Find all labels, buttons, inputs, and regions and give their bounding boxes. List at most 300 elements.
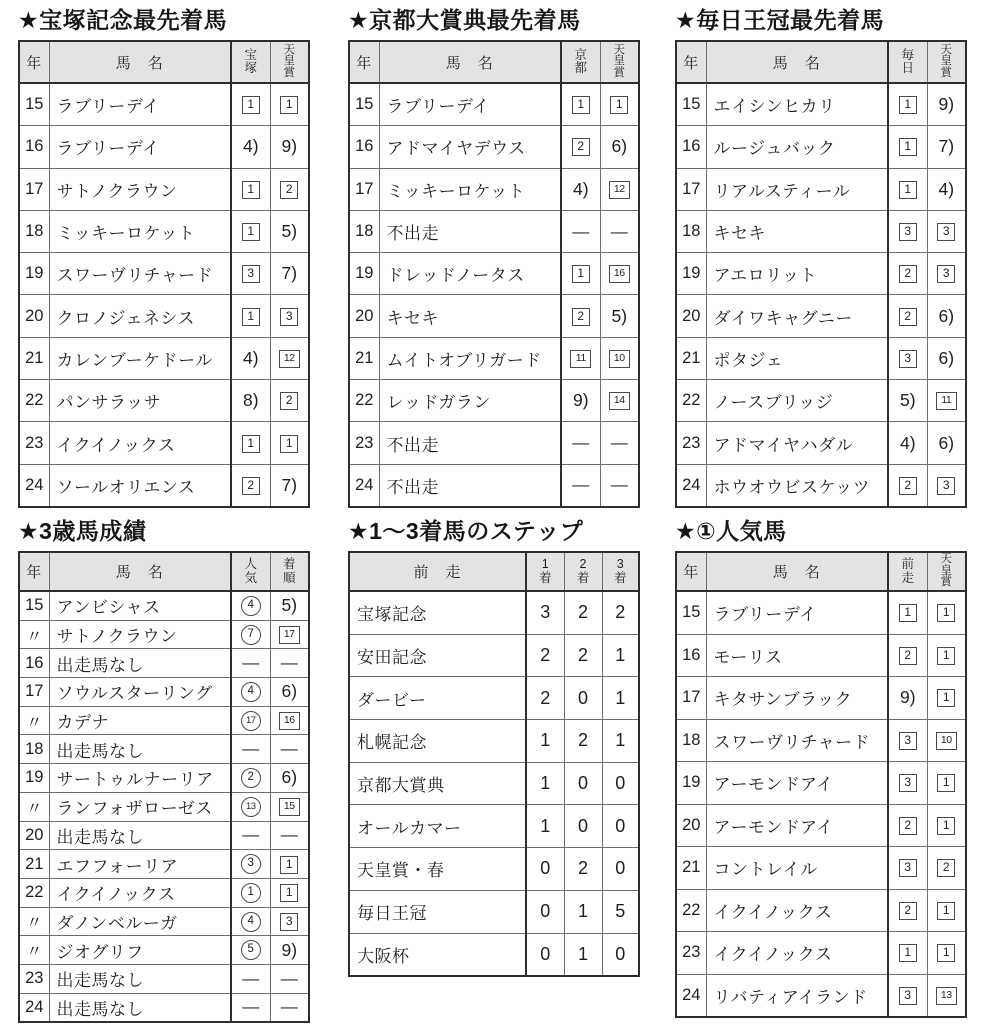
- name-cell: ソウルスターリング: [49, 678, 231, 707]
- table-row: [19, 380, 309, 422]
- value-cell: —: [270, 964, 309, 993]
- column-header: 馬 名: [49, 552, 231, 591]
- boxed-rank: 3: [280, 913, 298, 931]
- column-header: 馬 名: [379, 41, 561, 83]
- value-cell: [600, 380, 639, 422]
- year-cell: 23: [19, 422, 49, 464]
- value-cell: 4): [927, 168, 966, 210]
- value-cell: —: [270, 993, 309, 1022]
- table-row: [349, 380, 639, 422]
- header-row: [19, 41, 309, 83]
- year-cell: 〃: [19, 792, 49, 821]
- column-header: 馬 名: [706, 41, 888, 83]
- boxed-rank: 15: [279, 798, 300, 816]
- value-cell: 1: [602, 634, 639, 677]
- table-row: [19, 964, 309, 993]
- panel-mainichi-okan: [675, 7, 975, 508]
- table-row: [19, 821, 309, 850]
- column-header: [270, 41, 309, 83]
- value-cell: 0: [602, 805, 639, 848]
- boxed-rank: 1: [937, 817, 955, 835]
- header-row: [349, 552, 639, 591]
- column-header: [231, 41, 270, 83]
- boxed-rank: 11: [936, 392, 957, 410]
- year-cell: 21: [19, 337, 49, 379]
- boxed-rank: 1: [899, 138, 917, 156]
- table-step-races: [348, 551, 640, 977]
- year-cell: 18: [19, 735, 49, 764]
- value-cell: 5): [600, 295, 639, 337]
- name-cell: アンビシャス: [49, 591, 231, 620]
- table-row: [349, 762, 639, 805]
- boxed-rank: 1: [610, 96, 628, 114]
- panel-step-races: [348, 518, 648, 977]
- name-cell: リバティアイランド: [706, 974, 888, 1017]
- year-cell: 17: [676, 677, 706, 720]
- table-row: [19, 295, 309, 337]
- value-cell: —: [600, 464, 639, 507]
- year-cell: 〃: [19, 936, 49, 965]
- name-cell: 宝塚記念: [349, 591, 526, 634]
- value-cell: [561, 337, 600, 379]
- year-cell: 21: [19, 850, 49, 879]
- section-title-favorites: ★①人気馬: [675, 518, 787, 544]
- year-cell: 20: [19, 821, 49, 850]
- table-row: [676, 253, 966, 295]
- year-cell: 23: [676, 422, 706, 464]
- table-row: [349, 720, 639, 763]
- value-cell: 2: [526, 634, 564, 677]
- table-row: [676, 719, 966, 762]
- year-cell: 23: [676, 932, 706, 975]
- value-cell: 9): [888, 677, 927, 720]
- table-row: [19, 878, 309, 907]
- value-cell: [231, 850, 270, 879]
- value-cell: —: [231, 735, 270, 764]
- year-cell: 16: [676, 126, 706, 168]
- year-cell: 16: [19, 649, 49, 678]
- value-cell: [888, 847, 927, 890]
- table-row: [19, 792, 309, 821]
- year-cell: 18: [676, 719, 706, 762]
- boxed-rank: 1: [899, 96, 917, 114]
- value-cell: [231, 210, 270, 252]
- value-cell: [888, 83, 927, 126]
- boxed-rank: 10: [936, 732, 957, 750]
- value-cell: 1: [564, 890, 602, 933]
- table-mainichi-okan: [675, 40, 967, 508]
- boxed-rank: 3: [937, 477, 955, 495]
- name-cell: 京都大賞典: [349, 762, 526, 805]
- value-cell: [927, 634, 966, 677]
- table-row: [676, 804, 966, 847]
- value-cell: [888, 591, 927, 634]
- table-row: [676, 889, 966, 932]
- boxed-rank: 10: [609, 350, 630, 368]
- column-header: [564, 552, 602, 591]
- table-row: [19, 422, 309, 464]
- header-row: [676, 552, 966, 591]
- boxed-rank: 2: [899, 477, 917, 495]
- name-cell: サトノクラウン: [49, 620, 231, 649]
- boxed-rank: 3: [937, 265, 955, 283]
- table-row: [676, 634, 966, 677]
- value-cell: [231, 678, 270, 707]
- boxed-rank: 2: [899, 265, 917, 283]
- boxed-rank: 1: [242, 96, 260, 114]
- year-cell: 19: [349, 253, 379, 295]
- value-cell: 1: [602, 677, 639, 720]
- value-cell: [927, 847, 966, 890]
- value-cell: 1: [526, 762, 564, 805]
- circled-rank: 5: [241, 940, 261, 960]
- value-cell: 0: [526, 890, 564, 933]
- name-cell: ミッキーロケット: [379, 168, 561, 210]
- table-row: [19, 253, 309, 295]
- table-row: [676, 847, 966, 890]
- column-header: [270, 552, 309, 591]
- table-row: [19, 993, 309, 1022]
- value-cell: [927, 591, 966, 634]
- column-header: 馬 名: [49, 41, 231, 83]
- table-row: [19, 83, 309, 126]
- boxed-rank: 1: [937, 689, 955, 707]
- circled-rank: 4: [241, 596, 261, 616]
- table-row: [19, 168, 309, 210]
- name-cell: アドマイヤハダル: [706, 422, 888, 464]
- value-cell: —: [270, 735, 309, 764]
- value-cell: 7): [927, 126, 966, 168]
- table-row: [19, 126, 309, 168]
- boxed-rank: 1: [899, 944, 917, 962]
- header-row: [676, 41, 966, 83]
- year-cell: 〃: [19, 706, 49, 735]
- name-cell: ムイトオブリガード: [379, 337, 561, 379]
- name-cell: 不出走: [379, 210, 561, 252]
- value-cell: [888, 337, 927, 379]
- value-cell: —: [231, 993, 270, 1022]
- circled-rank: 3: [241, 854, 261, 874]
- panel-kyoto-daishoten: [348, 7, 648, 508]
- name-cell: ルージュバック: [706, 126, 888, 168]
- year-cell: 20: [349, 295, 379, 337]
- name-cell: エフフォーリア: [49, 850, 231, 879]
- value-cell: [927, 677, 966, 720]
- value-cell: [231, 591, 270, 620]
- value-cell: 7): [270, 253, 309, 295]
- header-row: [19, 552, 309, 591]
- year-cell: 18: [676, 210, 706, 252]
- value-cell: 9): [561, 380, 600, 422]
- value-cell: 7): [270, 464, 309, 507]
- name-cell: イクイノックス: [706, 932, 888, 975]
- year-cell: 19: [676, 253, 706, 295]
- year-cell: 15: [349, 83, 379, 126]
- name-cell: リアルスティール: [706, 168, 888, 210]
- name-cell: キセキ: [379, 295, 561, 337]
- value-cell: [888, 634, 927, 677]
- table-row: [19, 620, 309, 649]
- circled-rank: 13: [241, 797, 261, 817]
- name-cell: サートゥルナーリア: [49, 764, 231, 793]
- table-row: [349, 848, 639, 891]
- value-cell: [888, 168, 927, 210]
- vertical-header-label: 毎 日: [901, 47, 914, 75]
- boxed-rank: 16: [279, 712, 300, 730]
- value-cell: [270, 706, 309, 735]
- table-row: [349, 890, 639, 933]
- name-cell: ソールオリエンス: [49, 464, 231, 507]
- value-cell: [927, 719, 966, 762]
- boxed-rank: 3: [242, 265, 260, 283]
- value-cell: [270, 168, 309, 210]
- boxed-rank: 1: [242, 308, 260, 326]
- value-cell: 3: [526, 591, 564, 634]
- value-cell: —: [270, 821, 309, 850]
- value-cell: [888, 762, 927, 805]
- year-cell: 16: [19, 126, 49, 168]
- year-cell: 21: [349, 337, 379, 379]
- boxed-rank: 1: [242, 223, 260, 241]
- vertical-header-label: 宝 塚: [244, 47, 257, 75]
- table-row: [19, 464, 309, 507]
- name-cell: 札幌記念: [349, 720, 526, 763]
- name-cell: オールカマー: [349, 805, 526, 848]
- boxed-rank: 12: [279, 350, 300, 368]
- table-row: [676, 677, 966, 720]
- boxed-rank: 3: [899, 732, 917, 750]
- value-cell: 0: [526, 933, 564, 976]
- vertical-header-label: 前 走: [901, 557, 914, 585]
- name-cell: ノースブリッジ: [706, 380, 888, 422]
- value-cell: [888, 932, 927, 975]
- name-cell: キタサンブラック: [706, 677, 888, 720]
- value-cell: 5): [270, 210, 309, 252]
- name-cell: レッドガラン: [379, 380, 561, 422]
- value-cell: 4): [231, 337, 270, 379]
- value-cell: 0: [564, 677, 602, 720]
- year-cell: 19: [676, 762, 706, 805]
- value-cell: [888, 126, 927, 168]
- table-row: [349, 337, 639, 379]
- vertical-header-label: 1 着: [538, 557, 552, 585]
- section-title-kyoto: ★京都大賞典最先着馬: [348, 7, 581, 33]
- name-cell: スワーヴリチャード: [49, 253, 231, 295]
- year-cell: 〃: [19, 907, 49, 936]
- name-cell: スワーヴリチャード: [706, 719, 888, 762]
- year-cell: 18: [349, 210, 379, 252]
- value-cell: 9): [927, 83, 966, 126]
- value-cell: —: [600, 422, 639, 464]
- value-cell: [231, 83, 270, 126]
- table-row: [349, 168, 639, 210]
- year-cell: 21: [676, 337, 706, 379]
- value-cell: 9): [270, 126, 309, 168]
- value-cell: 6): [927, 337, 966, 379]
- table-row: [676, 83, 966, 126]
- table-row: [349, 210, 639, 252]
- header-row: [349, 41, 639, 83]
- year-cell: 15: [676, 83, 706, 126]
- year-cell: 24: [676, 974, 706, 1017]
- column-header: 年: [19, 552, 49, 591]
- table-row: [349, 253, 639, 295]
- name-cell: カレンブーケドール: [49, 337, 231, 379]
- value-cell: [270, 380, 309, 422]
- value-cell: [231, 295, 270, 337]
- boxed-rank: 1: [899, 181, 917, 199]
- year-cell: 18: [19, 210, 49, 252]
- name-cell: アドマイヤデウス: [379, 126, 561, 168]
- value-cell: 5): [270, 591, 309, 620]
- vertical-header-label: 天 皇 賞: [613, 43, 625, 79]
- table-row: [349, 591, 639, 634]
- year-cell: 20: [676, 295, 706, 337]
- table-row: [349, 83, 639, 126]
- table-takarazuka-kinen: [18, 40, 310, 508]
- value-cell: 1: [526, 720, 564, 763]
- name-cell: ジオグリフ: [49, 936, 231, 965]
- table-row: [676, 974, 966, 1017]
- value-cell: [270, 620, 309, 649]
- table-row: [19, 764, 309, 793]
- value-cell: 6): [270, 678, 309, 707]
- boxed-rank: 13: [936, 987, 957, 1005]
- name-cell: アーモンドアイ: [706, 804, 888, 847]
- boxed-rank: 3: [899, 987, 917, 1005]
- value-cell: 4): [888, 422, 927, 464]
- value-cell: [270, 792, 309, 821]
- value-cell: 2: [564, 591, 602, 634]
- circled-rank: 4: [241, 682, 261, 702]
- value-cell: [888, 464, 927, 507]
- value-cell: [231, 422, 270, 464]
- value-cell: [927, 464, 966, 507]
- column-header: [927, 552, 966, 591]
- table-row: [19, 936, 309, 965]
- value-cell: [561, 83, 600, 126]
- value-cell: —: [561, 422, 600, 464]
- value-cell: —: [561, 464, 600, 507]
- boxed-rank: 2: [280, 392, 298, 410]
- table-row: [349, 634, 639, 677]
- boxed-rank: 3: [899, 859, 917, 877]
- table-row: [349, 464, 639, 507]
- boxed-rank: 1: [280, 435, 298, 453]
- name-cell: ダービー: [349, 677, 526, 720]
- table-row: [19, 649, 309, 678]
- section-title-takarazuka: ★宝塚記念最先着馬: [18, 7, 228, 33]
- value-cell: [888, 804, 927, 847]
- value-cell: 1: [564, 933, 602, 976]
- year-cell: 24: [19, 993, 49, 1022]
- table-row: [676, 295, 966, 337]
- name-cell: 出走馬なし: [49, 821, 231, 850]
- boxed-rank: 1: [937, 604, 955, 622]
- section-title-steps: ★1〜3着馬のステップ: [348, 518, 584, 544]
- panel-first-favorites: [675, 518, 975, 1018]
- column-header: [231, 552, 270, 591]
- value-cell: 6): [927, 295, 966, 337]
- boxed-rank: 1: [937, 774, 955, 792]
- name-cell: ミッキーロケット: [49, 210, 231, 252]
- boxed-rank: 2: [937, 859, 955, 877]
- year-cell: 16: [349, 126, 379, 168]
- name-cell: ホウオウビスケッツ: [706, 464, 888, 507]
- year-cell: 22: [349, 380, 379, 422]
- vertical-header-label: 京 都: [574, 47, 587, 75]
- table-row: [676, 210, 966, 252]
- name-cell: カデナ: [49, 706, 231, 735]
- name-cell: ラブリーデイ: [49, 83, 231, 126]
- value-cell: [888, 295, 927, 337]
- value-cell: 4): [231, 126, 270, 168]
- name-cell: ラブリーデイ: [49, 126, 231, 168]
- name-cell: サトノクラウン: [49, 168, 231, 210]
- value-cell: [927, 253, 966, 295]
- column-header: [888, 41, 927, 83]
- year-cell: 22: [676, 380, 706, 422]
- table-row: [19, 706, 309, 735]
- value-cell: 2: [526, 677, 564, 720]
- table-row: [19, 591, 309, 620]
- value-cell: [231, 764, 270, 793]
- value-cell: 2: [564, 848, 602, 891]
- boxed-rank: 14: [609, 392, 630, 410]
- value-cell: [231, 792, 270, 821]
- boxed-rank: 2: [572, 138, 590, 156]
- value-cell: [927, 804, 966, 847]
- value-cell: 2: [564, 720, 602, 763]
- table-row: [349, 805, 639, 848]
- value-cell: 5): [888, 380, 927, 422]
- year-cell: 24: [349, 464, 379, 507]
- name-cell: 天皇賞・春: [349, 848, 526, 891]
- value-cell: [270, 850, 309, 879]
- value-cell: 0: [564, 805, 602, 848]
- boxed-rank: 1: [899, 604, 917, 622]
- column-header: 馬 名: [706, 552, 888, 591]
- year-cell: 22: [676, 889, 706, 932]
- boxed-rank: 16: [609, 265, 630, 283]
- year-cell: 17: [676, 168, 706, 210]
- table-first-favorites: [675, 551, 967, 1018]
- value-cell: [600, 253, 639, 295]
- value-cell: [231, 706, 270, 735]
- table-row: [19, 678, 309, 707]
- year-cell: 17: [19, 168, 49, 210]
- table-row: [676, 422, 966, 464]
- year-cell: 19: [19, 253, 49, 295]
- table-kyoto-daishoten: [348, 40, 640, 508]
- name-cell: ダイワキャグニー: [706, 295, 888, 337]
- circled-rank: 4: [241, 912, 261, 932]
- year-cell: 23: [19, 964, 49, 993]
- boxed-rank: 1: [572, 96, 590, 114]
- year-cell: 23: [349, 422, 379, 464]
- column-header: 年: [676, 41, 706, 83]
- table-3yo-results: [18, 551, 310, 1023]
- name-cell: 不出走: [379, 422, 561, 464]
- value-cell: 6): [927, 422, 966, 464]
- boxed-rank: 1: [280, 96, 298, 114]
- circled-rank: 7: [241, 625, 261, 645]
- column-header: 年: [349, 41, 379, 83]
- value-cell: [927, 974, 966, 1017]
- year-cell: 15: [676, 591, 706, 634]
- table-row: [676, 380, 966, 422]
- value-cell: [231, 168, 270, 210]
